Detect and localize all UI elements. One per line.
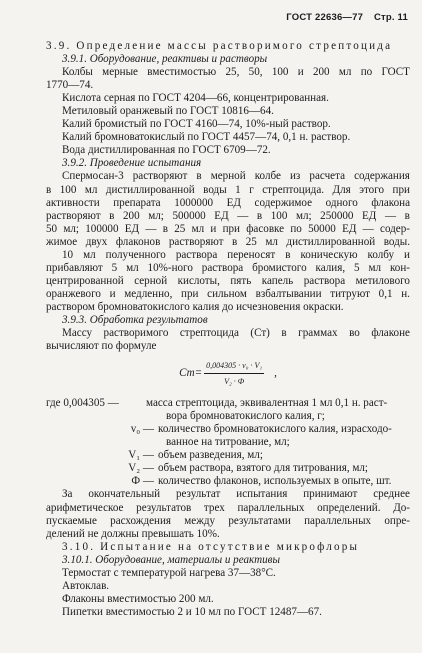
word: прибавляют — [46, 261, 103, 274]
word: стрептоцида — [179, 327, 239, 340]
word: 10%-ного — [147, 261, 193, 274]
word: при — [222, 222, 240, 235]
word: мл; — [148, 209, 164, 222]
word: мл — [265, 235, 278, 248]
word: в — [281, 327, 287, 340]
word: г — [249, 183, 254, 196]
word: мерные — [102, 66, 138, 79]
formula-numerator: 0,004305 · v₀ · V₁ — [204, 359, 264, 374]
paragraph-line — [46, 197, 410, 210]
formula-eq: = — [194, 366, 203, 379]
formula-legend — [46, 397, 410, 488]
paragraph-line — [46, 515, 410, 528]
paragraph-line: 3.9.2. Проведение испытания — [62, 157, 202, 170]
word: раствора — [303, 274, 346, 287]
word: переносят — [227, 248, 276, 261]
word: ЕД — [214, 209, 229, 222]
paragraph-line: 1770—74. — [46, 79, 94, 92]
word: растворимого — [103, 327, 169, 340]
word: мл; — [295, 209, 312, 222]
word: в — [109, 209, 115, 222]
paragraph-line — [46, 66, 410, 79]
word: Массу — [62, 327, 93, 340]
standard-number: ГОСТ 22636—77 — [286, 12, 364, 23]
legend-row — [46, 475, 410, 488]
formula — [46, 355, 410, 391]
word: 5 — [111, 261, 118, 274]
word: полученного — [105, 248, 166, 261]
word: 250000 — [320, 209, 354, 222]
word: по — [360, 66, 373, 79]
word: дистиллированной — [105, 183, 195, 196]
legend-text: количество флаконов, используемых в опыте, шт. — [158, 475, 392, 488]
paragraph-line: Метиловый оранжевый по ГОСТ 10816—64. — [62, 105, 274, 118]
word: принимают — [303, 488, 358, 501]
word: оранжевого — [46, 287, 101, 300]
word: этого — [359, 183, 385, 196]
paragraph-line: Вода дистиллированная по ГОСТ 6709—72. — [62, 144, 271, 157]
word: метилового — [355, 274, 410, 287]
word: мерной — [210, 170, 246, 183]
legend-row — [46, 397, 410, 410]
word: препарата — [113, 196, 161, 209]
paragraph-line: 3.10. Испытание на отсутствие микрофлоры — [62, 540, 360, 553]
word: — — [384, 209, 397, 222]
word: из — [290, 170, 301, 183]
word: пускаемые — [46, 514, 97, 527]
word: испытания — [236, 488, 288, 501]
word: одного — [325, 196, 358, 209]
word: в — [162, 222, 168, 235]
word: 200 — [312, 66, 330, 79]
word: жимое — [46, 235, 78, 248]
word: в — [46, 183, 52, 196]
word: результатов — [136, 501, 192, 514]
word: граммах — [298, 327, 338, 340]
word: Для — [332, 183, 351, 196]
legend-symbol: Ф — — [131, 475, 154, 488]
word: 50000 — [308, 222, 336, 235]
word: вместимостью — [147, 66, 217, 79]
word: 5 — [354, 261, 360, 274]
word: мл; — [63, 222, 79, 235]
word: 25 — [174, 222, 186, 235]
paragraph-line: Кислота серная по ГОСТ 4204—66, концентрированная. — [62, 92, 329, 105]
word: раствора — [201, 261, 244, 274]
word: колбе — [254, 170, 281, 183]
word: содержания — [354, 170, 410, 183]
word: флакона — [371, 196, 410, 209]
word: раствора — [175, 248, 218, 261]
word: опре- — [384, 514, 410, 527]
paragraph-line: Пипетки вместимостью 2 и 10 мл по ГОСТ 12487—67. — [62, 605, 322, 618]
word: 500000 — [172, 209, 206, 222]
paragraph-line: Флаконы вместимостью 200 мл. — [62, 592, 214, 605]
word: 100 — [59, 183, 77, 196]
word: результат — [175, 488, 221, 501]
word: пять — [230, 274, 252, 287]
word: ЕД — [362, 209, 377, 222]
word: 50 — [46, 222, 58, 235]
word: кон- — [389, 261, 410, 274]
word: медленно, — [124, 287, 173, 300]
legend-text: количество бромноватокислого калия, израсходо- — [158, 423, 392, 436]
page-header — [286, 12, 408, 23]
word: в — [256, 209, 263, 222]
word: взбалтывании — [255, 287, 322, 300]
word: стрептоцида. — [262, 183, 325, 196]
word: титруют — [330, 287, 370, 300]
word: 0,1 — [378, 287, 393, 300]
word: фасовке — [246, 222, 285, 235]
word: параллельных — [237, 501, 305, 514]
word: серной — [134, 274, 168, 287]
word: До- — [393, 501, 410, 514]
word: 25, — [225, 66, 240, 79]
word: бромистого — [252, 261, 307, 274]
paragraph-line: Термостат с температурой нагрева 37—38°С. — [62, 566, 276, 579]
word: 100 — [270, 209, 288, 222]
paragraph-line: 3.9.3. Обработка результатов — [62, 313, 208, 326]
word: расчета — [309, 170, 345, 183]
paragraph-line: 3.9.1. Оборудование, реактивы и растворы — [62, 53, 268, 66]
word: растворяют — [46, 209, 101, 222]
word: воды. — [383, 235, 410, 248]
word: среднее — [373, 488, 410, 501]
word: Колбы — [62, 66, 93, 79]
paragraph-line — [46, 184, 410, 197]
word: колбу — [367, 248, 395, 261]
word: 25 — [245, 235, 257, 248]
paragraph-line: раствором бромноватокислого калия до исчезновения окраски. — [46, 300, 344, 313]
word: в — [285, 248, 291, 261]
word: капель — [261, 274, 294, 287]
word: — — [362, 222, 374, 235]
paragraph-line — [46, 502, 410, 515]
word: в — [231, 235, 238, 248]
word: 100000 — [85, 222, 119, 235]
paragraph-line: Автоклав. — [62, 579, 110, 592]
section-3-9 — [46, 40, 410, 353]
word: во — [349, 327, 360, 340]
word: флаконе — [371, 327, 410, 340]
legend-symbol: v₀ — — [130, 423, 154, 436]
word: 1 — [235, 183, 241, 196]
word: 50, — [248, 66, 263, 79]
word: н. — [401, 287, 410, 300]
legend-text: масса стрептоцида, эквивалентная 1 мл 0,1 н. раст- — [146, 397, 388, 410]
word: растворяют — [132, 170, 188, 183]
formula-denominator: V₂ · Ф — [224, 376, 245, 386]
word: между — [184, 514, 216, 527]
word: ГОСТ — [381, 66, 410, 79]
word: центрированной — [46, 274, 124, 287]
word: в — [196, 170, 202, 183]
word: результатами — [228, 514, 291, 527]
legend-text: объем разведения, мл; — [158, 449, 263, 462]
paragraph-line — [46, 170, 410, 183]
word: кислоты, — [177, 274, 220, 287]
word: содер- — [380, 222, 410, 235]
word: расхождения — [110, 514, 172, 527]
word: мл — [338, 66, 352, 79]
word: 200 — [123, 209, 140, 222]
word: при — [392, 183, 410, 196]
word: окончательный — [88, 488, 161, 501]
legend-row — [46, 449, 410, 462]
word: (Ст) — [250, 327, 270, 340]
word: мл — [84, 183, 98, 196]
word: при — [181, 287, 199, 300]
word: — — [145, 222, 157, 235]
paragraph-line: вычисляют по формуле — [46, 340, 157, 353]
document-body — [46, 40, 410, 619]
paragraph-line — [46, 327, 410, 340]
word: — — [237, 209, 249, 222]
word: трех — [203, 501, 225, 514]
word: и — [210, 222, 217, 235]
legend-text: объем раствора, взятого для титрования, мл; — [158, 462, 369, 475]
word: 100 — [271, 66, 289, 79]
word: калия, — [315, 261, 346, 274]
word: по — [290, 222, 302, 235]
word: мл — [191, 222, 205, 235]
paragraph-line: Калий бромноватокислый по ГОСТ 4457—74, 0,1 н. раствор. — [62, 131, 351, 144]
word: определений. — [317, 501, 381, 514]
paragraph-line: делений не должны превышать 10%. — [46, 527, 220, 540]
word: мл — [126, 261, 139, 274]
word: арифметическое — [46, 501, 124, 514]
word: ЕД — [226, 196, 241, 209]
word: Спермосан-3 — [62, 170, 124, 183]
paragraph-line — [46, 223, 410, 236]
legend-symbol: где 0,004305 — — [46, 397, 119, 410]
paragraph-line — [46, 288, 410, 301]
formula-lhs: Ст — [179, 366, 195, 379]
word: и — [109, 287, 116, 300]
word: и — [404, 248, 410, 261]
legend-continuation: вора бромноватокислого калия, г; — [166, 410, 325, 423]
word: ЕД — [124, 222, 140, 235]
paragraph-line — [46, 275, 410, 288]
paragraph-line — [46, 210, 410, 223]
legend-symbol: V₂ — — [128, 462, 154, 475]
legend-row — [46, 462, 410, 475]
formula-tail: , — [274, 366, 277, 379]
paragraph-line — [46, 236, 410, 249]
word: и — [297, 66, 304, 79]
word: мл — [368, 261, 382, 274]
page-number: Стр. 11 — [373, 12, 408, 23]
word: в — [404, 209, 410, 222]
paragraph-line: 3.9. Определение массы растворимого стрептоцида — [46, 40, 393, 52]
word: сильном — [207, 287, 247, 300]
paragraph-line — [46, 262, 410, 275]
legend-row — [46, 423, 410, 436]
legend-continuation: ванное на титрование, мл; — [166, 436, 290, 449]
word: воды — [203, 183, 227, 196]
word: растворяют — [168, 235, 224, 248]
paragraph-line: Калий бромистый по ГОСТ 4160—74, 10%-ный раствор. — [62, 118, 331, 131]
legend-symbol: V₁ — — [128, 449, 154, 462]
word: активности — [46, 196, 100, 209]
section-3-10 — [46, 488, 410, 618]
word: 1000000 — [174, 196, 214, 209]
paragraph-line — [46, 488, 410, 501]
paragraph-line: 3.10.1. Оборудование, материалы и реактивы — [62, 553, 280, 566]
word: содержимое — [254, 196, 313, 209]
word: ЕД — [342, 222, 357, 235]
word: двух — [85, 235, 108, 248]
word: За — [62, 488, 73, 501]
word: 10 — [62, 248, 74, 261]
word: дистиллированной — [286, 235, 376, 248]
word: мл — [83, 248, 96, 261]
word: коническую — [300, 248, 358, 261]
formula-fraction — [204, 359, 264, 388]
paragraph-line — [46, 249, 410, 262]
word: флаконов — [115, 235, 161, 248]
word: параллельных — [304, 514, 372, 527]
